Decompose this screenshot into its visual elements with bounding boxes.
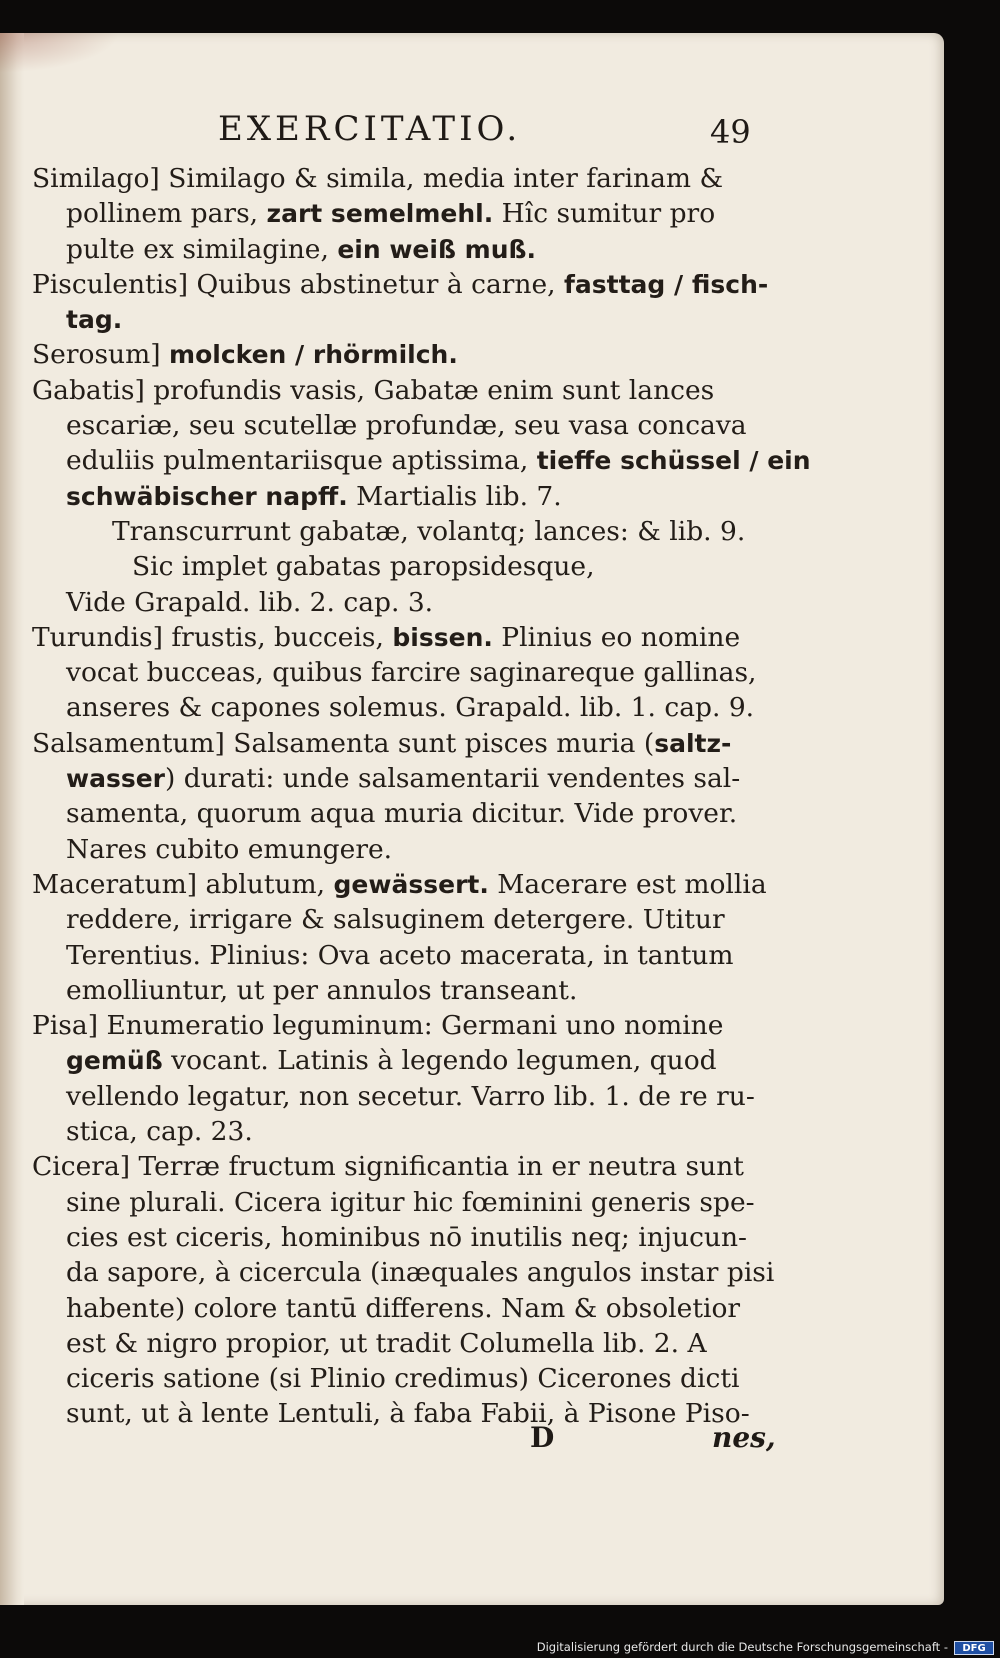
german-gloss: wasser	[66, 764, 166, 794]
german-gloss: tieffe schüssel / ein	[536, 446, 811, 476]
text-line	[32, 232, 752, 267]
text-line	[32, 549, 752, 584]
latin-text: ciceris satione (si Plinio credimus) Cicerones dicti	[66, 1363, 740, 1395]
latin-text: samenta, quorum aqua muria dicitur. Vide prover.	[66, 798, 738, 830]
latin-text: Pisa] Enumeratio leguminum: Germani uno nomine	[32, 1010, 724, 1042]
text-line	[32, 373, 752, 408]
latin-text: pollinem pars,	[66, 198, 267, 230]
latin-text: stica, cap. 23.	[66, 1116, 253, 1148]
german-gloss: bissen.	[392, 622, 493, 652]
latin-text: vellendo legatur, non secetur. Varro lib. 1. de re ru-	[66, 1080, 755, 1112]
latin-text: escariæ, seu scutellæ profundæ, seu vasa concava	[66, 410, 747, 442]
latin-text: eduliis pulmentariisque aptissima,	[66, 445, 537, 477]
text-line	[32, 973, 752, 1008]
text-line	[32, 479, 752, 514]
running-title: EXERCITATIO.	[218, 109, 522, 149]
latin-text: Hîc sumitur pro	[493, 198, 716, 230]
german-gloss: fasttag / fisch-	[564, 269, 769, 299]
german-gloss: tag.	[66, 305, 123, 335]
german-gloss: gewässert.	[333, 869, 489, 899]
text-line	[32, 443, 811, 478]
text-line	[32, 585, 752, 620]
text-line	[32, 1008, 752, 1043]
latin-text: ) durati: unde salsamentarii vendentes sal-	[165, 763, 741, 795]
text-line	[32, 620, 752, 655]
credit-bar	[0, 1638, 1000, 1658]
page-number: 49	[710, 113, 751, 151]
latin-text: da sapore, à cicercula (inæquales angulos instar pisi	[66, 1257, 775, 1289]
german-gloss: saltz-	[654, 728, 732, 758]
book-page	[0, 33, 944, 1605]
latin-text: Turundis] frustis, bucceis,	[32, 621, 393, 653]
credit-text: Digitalisierung gefördert durch die Deutsche Forschungsgemeinschaft -	[536, 1640, 948, 1654]
text-line	[32, 514, 752, 549]
text-line	[32, 196, 752, 231]
text-line	[32, 761, 752, 796]
text-line	[32, 832, 752, 867]
glossary-text-block	[32, 161, 811, 1432]
text-line	[32, 408, 752, 443]
text-line	[32, 1220, 752, 1255]
text-line	[32, 1326, 752, 1361]
german-gloss: zart semelmehl.	[266, 199, 494, 229]
german-gloss: molcken / rhörmilch.	[169, 340, 458, 370]
text-line	[32, 938, 752, 973]
text-line	[32, 1396, 752, 1431]
latin-text: est & nigro propior, ut tradit Columella lib. 2. A	[66, 1327, 707, 1359]
latin-text: pulte ex similagine,	[66, 233, 338, 265]
catchword: nes,	[712, 1421, 776, 1454]
latin-text: Sic implet gabatas paropsidesque,	[132, 551, 595, 583]
latin-text: anseres & capones solemus. Grapald. lib. 1. cap. 9.	[66, 692, 755, 724]
text-line	[32, 1079, 755, 1114]
latin-text: Salsamentum] Salsamenta sunt pisces muria (	[32, 727, 655, 759]
text-line	[32, 902, 752, 937]
signature-mark: D	[530, 1421, 555, 1454]
latin-text: habente) colore tantū differens. Nam & obsoletior	[66, 1292, 741, 1324]
text-line	[32, 1114, 752, 1149]
latin-text: Martialis lib. 7.	[347, 480, 562, 512]
text-line	[32, 302, 752, 337]
latin-text: Nares cubito emungere.	[66, 833, 393, 865]
latin-text: Macerare est mollia	[488, 868, 767, 900]
latin-text: vocant. Latinis à legendo legumen, quod	[162, 1045, 717, 1077]
page-binding-shadow	[0, 33, 24, 1605]
latin-text: reddere, irrigare & salsuginem detergere. Utitur	[66, 904, 725, 936]
latin-text: Pisculentis] Quibus abstinetur à carne,	[32, 268, 565, 300]
latin-text: vocat bucceas, quibus farcire saginareque gallinas,	[66, 657, 757, 689]
latin-text: Vide Grapald. lib. 2. cap. 3.	[66, 586, 434, 618]
text-line	[32, 1291, 752, 1326]
text-line	[32, 867, 767, 902]
text-line	[32, 1361, 752, 1396]
latin-text: Serosum]	[32, 339, 170, 371]
latin-text: Plinius eo nomine	[492, 621, 741, 653]
german-gloss: gemüß	[66, 1046, 163, 1076]
text-line	[32, 1185, 755, 1220]
latin-text: sunt, ut à lente Lentuli, à faba Fabii, à Pisone Piso-	[66, 1398, 750, 1430]
text-line	[32, 655, 757, 690]
latin-text: Gabatis] profundis vasis, Gabatæ enim sunt lances	[32, 374, 715, 406]
page-header	[0, 79, 944, 151]
latin-text: Transcurrunt gabatæ, volantq; lances: & lib. 9.	[112, 515, 746, 547]
latin-text: emolliuntur, ut per annulos transeant.	[66, 974, 578, 1006]
text-line	[32, 337, 752, 372]
latin-text: Similago]	[32, 163, 169, 194]
text-line	[32, 1255, 775, 1290]
text-line	[32, 1149, 752, 1184]
page-stain	[0, 33, 120, 73]
dfg-logo: DFG	[954, 1641, 994, 1655]
text-line	[32, 726, 752, 761]
latin-text: Maceratum] ablutum,	[32, 868, 334, 900]
text-line	[32, 690, 755, 725]
german-gloss: ein weiß muß.	[337, 234, 536, 264]
text-line	[32, 796, 752, 831]
latin-text: Cicera] Terræ fructum significantia in er neutra sunt	[32, 1151, 744, 1183]
text-line	[32, 267, 769, 302]
latin-text: Similago & simila, media inter farinam &	[168, 163, 724, 194]
latin-text: cies est ciceris, hominibus nō inutilis neq; injucun-	[66, 1221, 748, 1253]
german-gloss: schwäbischer napff.	[66, 481, 348, 511]
text-line	[32, 161, 752, 196]
latin-text: sine plurali. Cicera igitur hic fœminini generis spe-	[66, 1186, 755, 1218]
latin-text: Terentius. Plinius: Ova aceto macerata, in tantum	[66, 939, 734, 971]
text-line	[32, 1043, 752, 1078]
